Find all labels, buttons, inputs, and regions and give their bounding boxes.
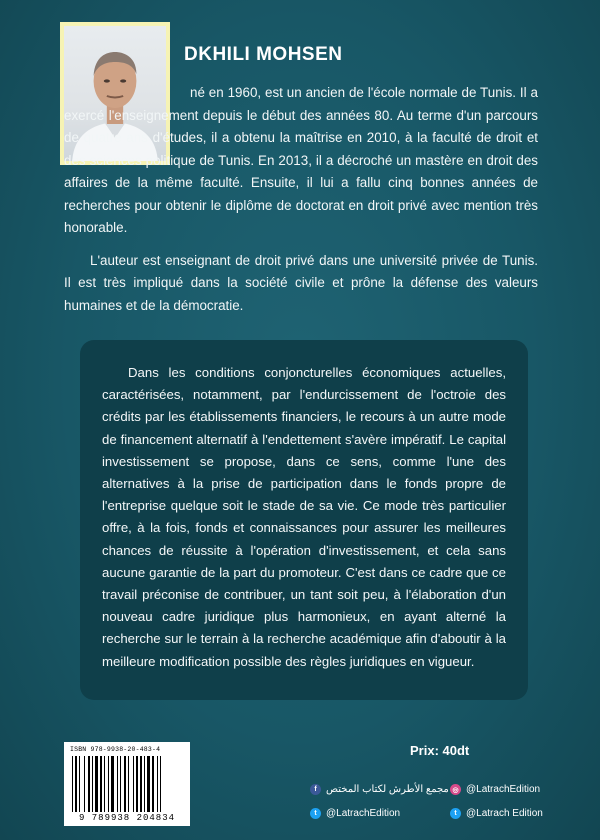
instagram-icon: ◎ (450, 784, 461, 795)
barcode (64, 742, 190, 826)
barcode-number: 9 789938 204834 (78, 813, 175, 823)
bio-paragraph-1: né en 1960, est un ancien de l'école normale de Tunis. Il a exercé l'enseignement depuis le début des années 80. Au terme d'un parcours de quatre ans d'études, il a obtenu la maîtrise en 2010, à la faculté de droit et des sciences politique de Tunis. En 2013, il a décroché un mastère en droit des affaires de la même faculté. Ensuite, il lui a fallu cinq bonnes années de recherches pour obtenir le diplôme de doctorat en droit privé avec mention très honorable. (64, 85, 538, 235)
barcode-bar (147, 756, 150, 812)
barcode-bar (79, 756, 80, 812)
barcode-bar (104, 756, 105, 812)
barcode-bar (133, 756, 134, 812)
barcode-bar (117, 756, 118, 812)
barcode-bar (128, 756, 129, 812)
barcode-bar (136, 756, 138, 812)
barcode-bar (152, 756, 154, 812)
facebook-icon: f (310, 784, 321, 795)
barcode-bar (111, 756, 114, 812)
twitter-handle: @Latrach Edition (466, 808, 543, 819)
twitter-icon: t (450, 808, 461, 819)
barcode-bar (124, 756, 126, 812)
social-facebook-page[interactable] (310, 808, 400, 819)
barcode-bar (120, 756, 121, 812)
isbn-text: ISBN 978-9938-20-483-4 (70, 746, 161, 753)
price: Prix: 40dt (410, 743, 470, 758)
barcode-bar (75, 756, 77, 812)
social-twitter[interactable] (450, 808, 543, 819)
barcode-bar (160, 756, 161, 812)
facebook-page-handle: @LatrachEdition (326, 808, 401, 819)
barcode-bar (140, 756, 142, 812)
barcode-bar (144, 756, 145, 812)
social-facebook-group[interactable] (310, 784, 449, 795)
barcode-bar (92, 756, 93, 812)
instagram-handle: @LatrachEdition (466, 784, 541, 795)
barcode-bar (88, 756, 90, 812)
barcode-bar (157, 756, 158, 812)
bio-paragraph-2: L'auteur est enseignant de droit privé dans une université privée de Tunis. Il est très impliqué dans la société civile et prône la défense des valeurs humaines et de la démocratie. (64, 252, 538, 313)
social-instagram[interactable] (450, 784, 540, 795)
twitter-icon: t (310, 808, 321, 819)
barcode-bar (100, 756, 102, 812)
barcode-bar (72, 756, 73, 812)
facebook-group-label: مجمع الأطرش لكتاب المختص (326, 784, 449, 795)
barcode-bar (108, 756, 109, 812)
summary-box (80, 340, 528, 700)
author-bio (64, 82, 538, 317)
barcode-bar (84, 756, 85, 812)
barcode-bars (70, 756, 184, 812)
summary-text: Dans les conditions conjoncturelles économiques actuelles, caractérisées, notamment, par l'endurcissement de l'octroie des crédits par les établissements financiers, le recours à un autre mode de financement alternatif à l'endettement s'avère impératif. Le capital investissement se propose, dans ce sens, comme l'une des alternatives à la prise de participation dans le fonds propre de l'entreprise quelque soit le stade de sa vie. Ce mode très particulier offre, à la fois, fonds et connaissances pour assurer les meilleures chances de réussite à l'opération d'investissement, et cela sans aucune garantie de la part du promoteur. C'est dans ce cadre que ce travail préconise de contribuer, un tant soit peu, à l'élaboration d'un nouveau cadre juridique plus harmonieux, en ayant alterné la recherche sur le terrain à la recherche académique afin d'aboutir à la meilleure modification possible des règles juridiques en vigueur. (102, 365, 506, 669)
barcode-bar (95, 756, 98, 812)
author-name: DKHILI MOHSEN (184, 44, 343, 65)
